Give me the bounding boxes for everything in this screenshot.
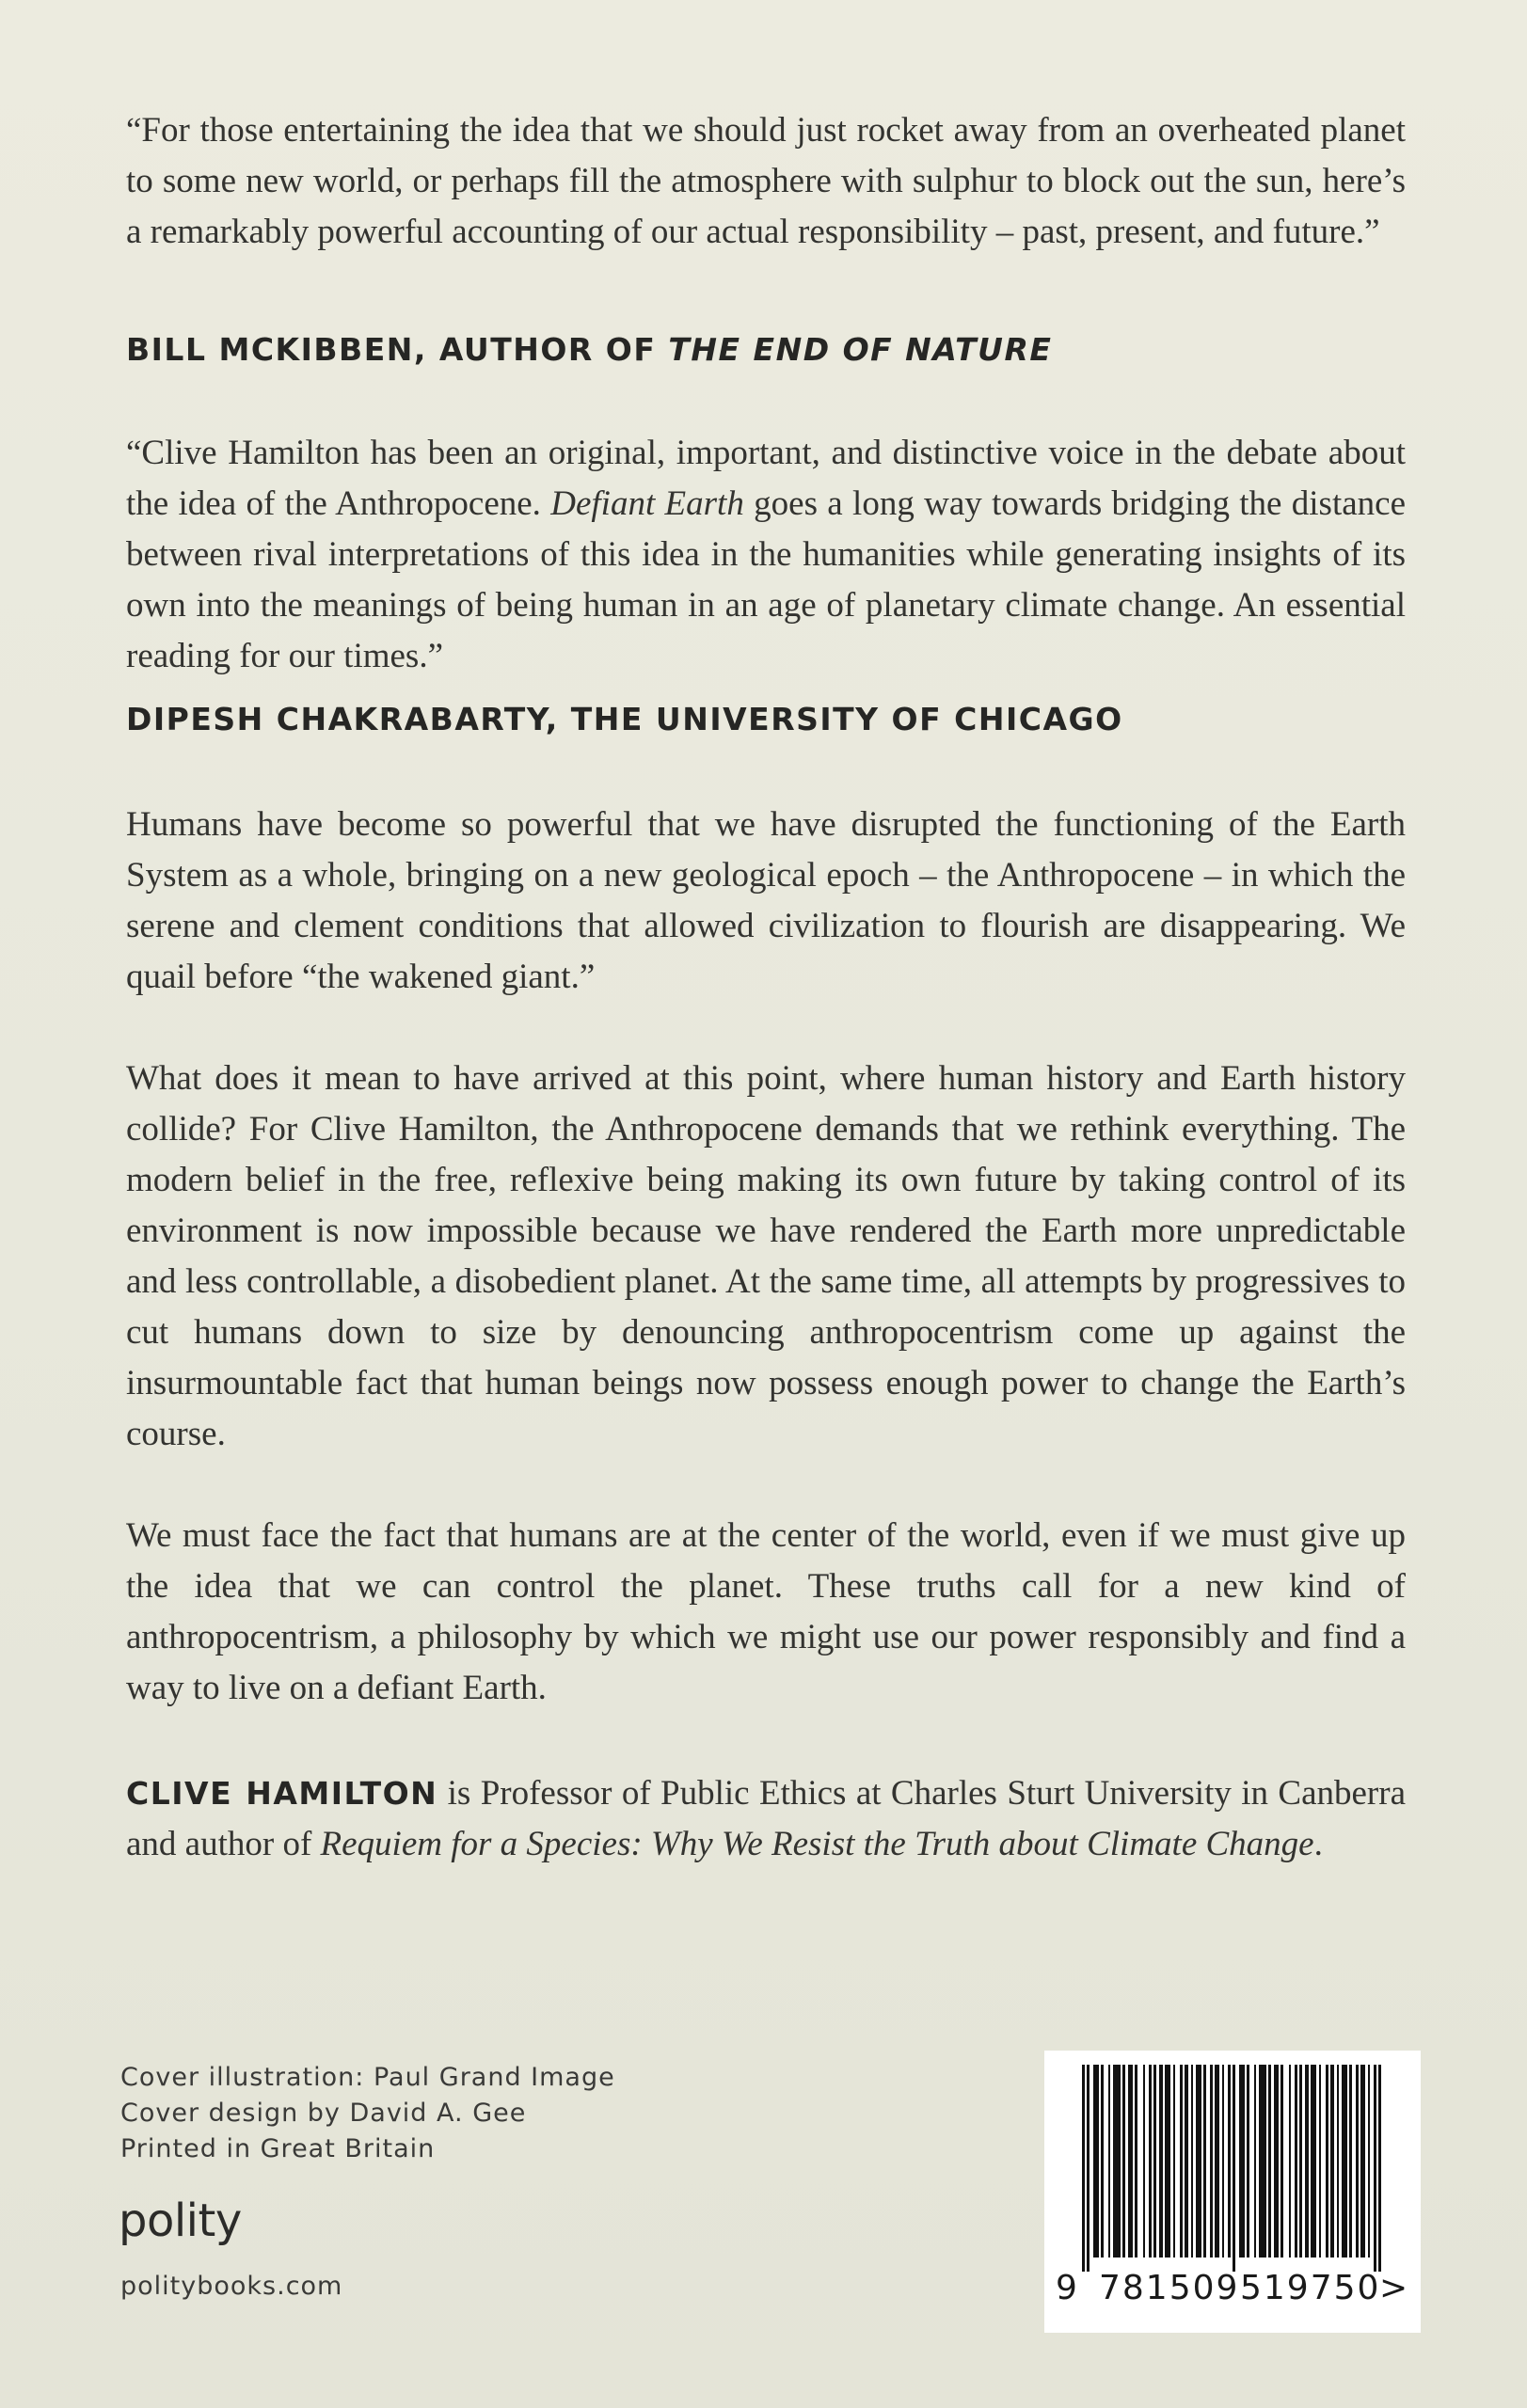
barcode-bar (1268, 2065, 1271, 2258)
barcode-bar (1326, 2065, 1328, 2258)
cover-credits (120, 2060, 615, 2167)
barcode-bar (1319, 2065, 1321, 2258)
barcode-bar (1228, 2065, 1231, 2258)
barcode-bar (1143, 2065, 1145, 2258)
credit-design: Cover design by David A. Gee (120, 2099, 527, 2128)
author-bio-text: is Professor of Public Ethics at Charles Sturt University in Canberra and author of (126, 1774, 1406, 1863)
barcode-bar (1082, 2065, 1085, 2272)
barcode-bar (1108, 2065, 1110, 2258)
barcode-bar (1113, 2065, 1121, 2258)
barcode-bar (1222, 2065, 1224, 2258)
barcode-bar (1299, 2065, 1302, 2258)
barcode-bar (1274, 2065, 1279, 2258)
barcode-bar (1215, 2065, 1219, 2258)
barcode-bar (1153, 2065, 1156, 2258)
barcode-bar (1210, 2065, 1213, 2258)
barcode-bar (1378, 2065, 1381, 2272)
barcode-bar (1295, 2065, 1297, 2258)
barcode-bar (1191, 2065, 1193, 2258)
credit-printed: Printed in Great Britain (120, 2134, 436, 2163)
barcode-group-2: 519750 (1240, 2269, 1381, 2307)
barcode-bar (1360, 2065, 1365, 2258)
publisher-website: politybooks.com (120, 2272, 343, 2301)
author-bio (126, 1768, 1406, 1870)
author-book-title: Requiem for a Species: Why We Resist the Truth about Climate Change (320, 1825, 1314, 1863)
barcode-bar (1087, 2065, 1090, 2272)
barcode-bar (1093, 2065, 1099, 2258)
attribution-name: BILL MCKIBBEN, AUTHOR OF (126, 331, 669, 368)
barcode-bar (1185, 2065, 1188, 2258)
barcode-bar (1239, 2065, 1245, 2258)
description-paragraph-1: Humans have become so powerful that we have disrupted the functioning of the Earth System as a whole, bringing on a new geological epoch – the Anthropocene – in which the serene and clement conditions that allowed civilization to flourish are disappearing. We quail before “the wakened giant.” (126, 805, 1406, 996)
barcode-bar (1337, 2065, 1339, 2258)
blurb-quote-chakrabarty (126, 428, 1406, 682)
quote-book-title: Defiant Earth (550, 484, 744, 523)
barcode-end-mark: > (1379, 2269, 1410, 2307)
blurb-quote-mckibben: “For those entertaining the idea that we should just rocket away from an overheated planet to some new world, or perhaps fill the atmosphere with sulphur to block out the sun, here’s a remarkably powerful accounting of our actual responsibility – past, present, and future.” (126, 111, 1406, 251)
quote-text-start: “Clive Hamilton has been an original, important, and distinctive voice in the debate about the idea of the Anthropocene. (126, 434, 1406, 523)
barcode-bar (1203, 2065, 1206, 2258)
barcode-bar (1349, 2065, 1352, 2258)
barcode-bar (1122, 2065, 1125, 2258)
barcode-bar (1374, 2065, 1376, 2272)
barcode-bar (1101, 2065, 1104, 2258)
barcode-group-1: 781509 (1099, 2269, 1240, 2307)
polity-logo: polity (119, 2194, 242, 2247)
barcode-bar (1196, 2065, 1201, 2258)
barcode-bar (1280, 2065, 1283, 2258)
blurb-attribution-chakrabarty: DIPESH CHAKRABARTY, THE UNIVERSITY OF CHICAGO (126, 701, 1123, 737)
isbn-barcode (1044, 2051, 1421, 2333)
author-name: CLIVE HAMILTON (126, 1775, 438, 1812)
description-paragraph-3: We must face the fact that humans are at the center of the world, even if we must give up the idea that we can control the planet. These truths call for a new kind of anthropocentrism, a philosophy by which we might use our power responsibly and find a way to live on a defiant Earth. (126, 1516, 1406, 1707)
barcode-bar (1180, 2065, 1183, 2258)
barcode-bar (1259, 2065, 1266, 2258)
barcode-lead-digit: 9 (1056, 2269, 1079, 2307)
barcode-bar (1149, 2065, 1152, 2258)
barcode-bar (1289, 2065, 1291, 2258)
barcode-bar (1128, 2065, 1133, 2258)
barcode-bar (1247, 2065, 1249, 2258)
barcode-bar (1311, 2065, 1316, 2258)
barcode-bar (1173, 2065, 1175, 2258)
description-paragraph-2: What does it mean to have arrived at this point, where human history and Earth history collide? For Clive Hamilton, the Anthropocene demands that we rethink everything. The modern belief in the free, reflexive being making its own future by taking control of its environment is now impossible because we have rendered the Earth more unpredictable and less controllable, a disobedient planet. At the same time, all attempts by progressives to cut humans down to size by denouncing anthropocentrism come up against the insurmountable fact that human beings now possess enough power to change the Earth’s course. (126, 1059, 1406, 1453)
barcode-bar (1159, 2065, 1163, 2258)
barcode-bar (1165, 2065, 1170, 2258)
barcode-bar (1342, 2065, 1347, 2258)
barcode-bar (1330, 2065, 1334, 2258)
barcode-bar (1135, 2065, 1137, 2258)
barcode-bar (1233, 2065, 1235, 2272)
barcode-bar (1368, 2065, 1370, 2258)
barcode-bar (1305, 2065, 1309, 2258)
quote-text-end: goes a long way towards bridging the distance between rival interpretations of this idea in the humanities while generating insights of its own into the meanings of being human in an age of planetary climate change. An essential reading for our times.” (126, 484, 1407, 675)
credit-illustration: Cover illustration: Paul Grand Image (120, 2063, 615, 2092)
barcode-bar (1254, 2065, 1256, 2258)
attribution-book-title: THE END OF NATURE (668, 331, 1053, 368)
author-bio-end: . (1313, 1825, 1323, 1863)
blurb-attribution-mckibben (126, 331, 1406, 368)
barcode-bar (1356, 2065, 1359, 2258)
